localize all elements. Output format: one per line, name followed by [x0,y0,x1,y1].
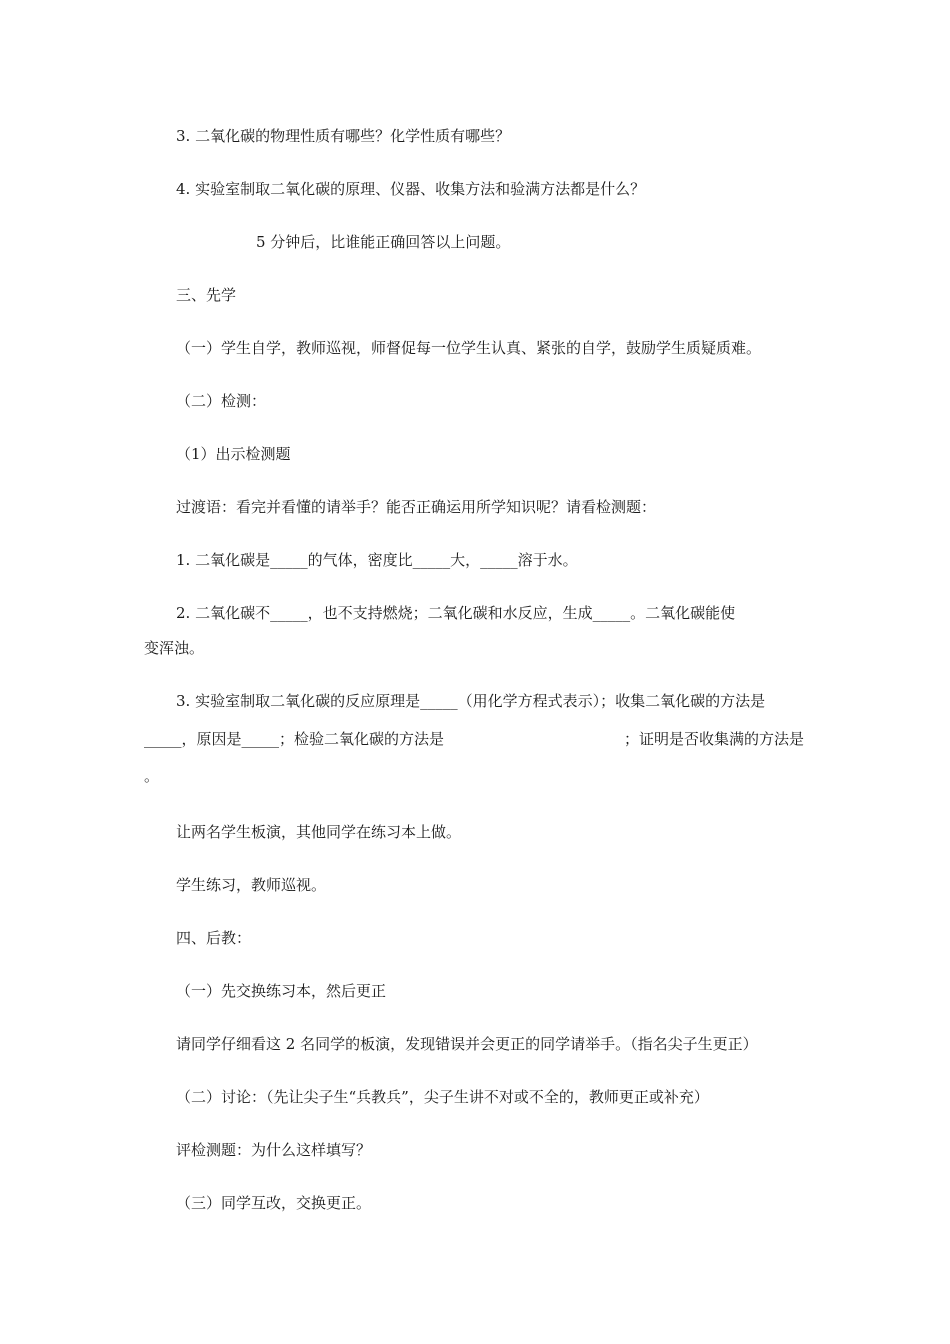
test-item-2-line-2: 变浑浊。 [144,639,205,657]
exchange-line: （一）先交换练习本，然后更正 [176,982,387,1000]
discuss-line: （二）讨论：（先让尖子生“兵教兵”，尖子生讲不对或不全的，教师更正或补充） [176,1088,709,1106]
question-3: 3. 二氧化碳的物理性质有哪些？化学性质有哪些？ [176,127,511,145]
transition-line: 过渡语：看完并看懂的请举手？能否正确运用所学知识呢？请看检测题： [176,498,657,516]
show-test-line: （1）出示检测题 [176,445,291,463]
test-item-3-line-3: 。 [144,767,160,785]
mutual-correction-line: （三）同学互改，交换更正。 [176,1194,372,1212]
please-line: 请同学仔细看这 2 名同学的板演，发现错误并会更正的同学请举手。（指名尖子生更正） [176,1035,758,1053]
test-item-3-line-2-right: ；证明是否收集满的方法是 [623,730,804,748]
board-line: 让两名学生板演，其他同学在练习本上做。 [176,823,462,841]
test-item-1: 1. 二氧化碳是_____的气体，密度比_____大，_____溶于水。 [176,551,578,569]
section-4-heading: 四、后教： [176,929,252,947]
self-study-paragraph: （一）学生自学，教师巡视，师督促每一位学生认真、紧张的自学，鼓励学生质疑质难。 [176,339,762,357]
five-minute-note: 5 分钟后，比谁能正确回答以上问题。 [256,233,511,251]
practice-line: 学生练习，教师巡视。 [176,876,327,894]
test-item-3-line-2-left: _____，原因是_____；检验二氧化碳的方法是 [144,730,445,748]
test-item-3-line-1: 3. 实验室制取二氧化碳的反应原理是_____（用化学方程式表示）；收集二氧化碳的方法是 [176,692,766,710]
test-item-2-line-1: 2. 二氧化碳不_____，也不支持燃烧；二氧化碳和水反应，生成_____。二氧化碳能使 [176,604,736,622]
detect-heading: （二）检测： [176,392,267,410]
section-3-heading: 三、先学 [176,286,237,304]
question-4: 4. 实验室制取二氧化碳的原理、仪器、收集方法和验满方法都是什么？ [176,180,646,198]
review-line: 评检测题：为什么这样填写？ [176,1141,372,1159]
test-item-3-line-2 [144,729,804,749]
